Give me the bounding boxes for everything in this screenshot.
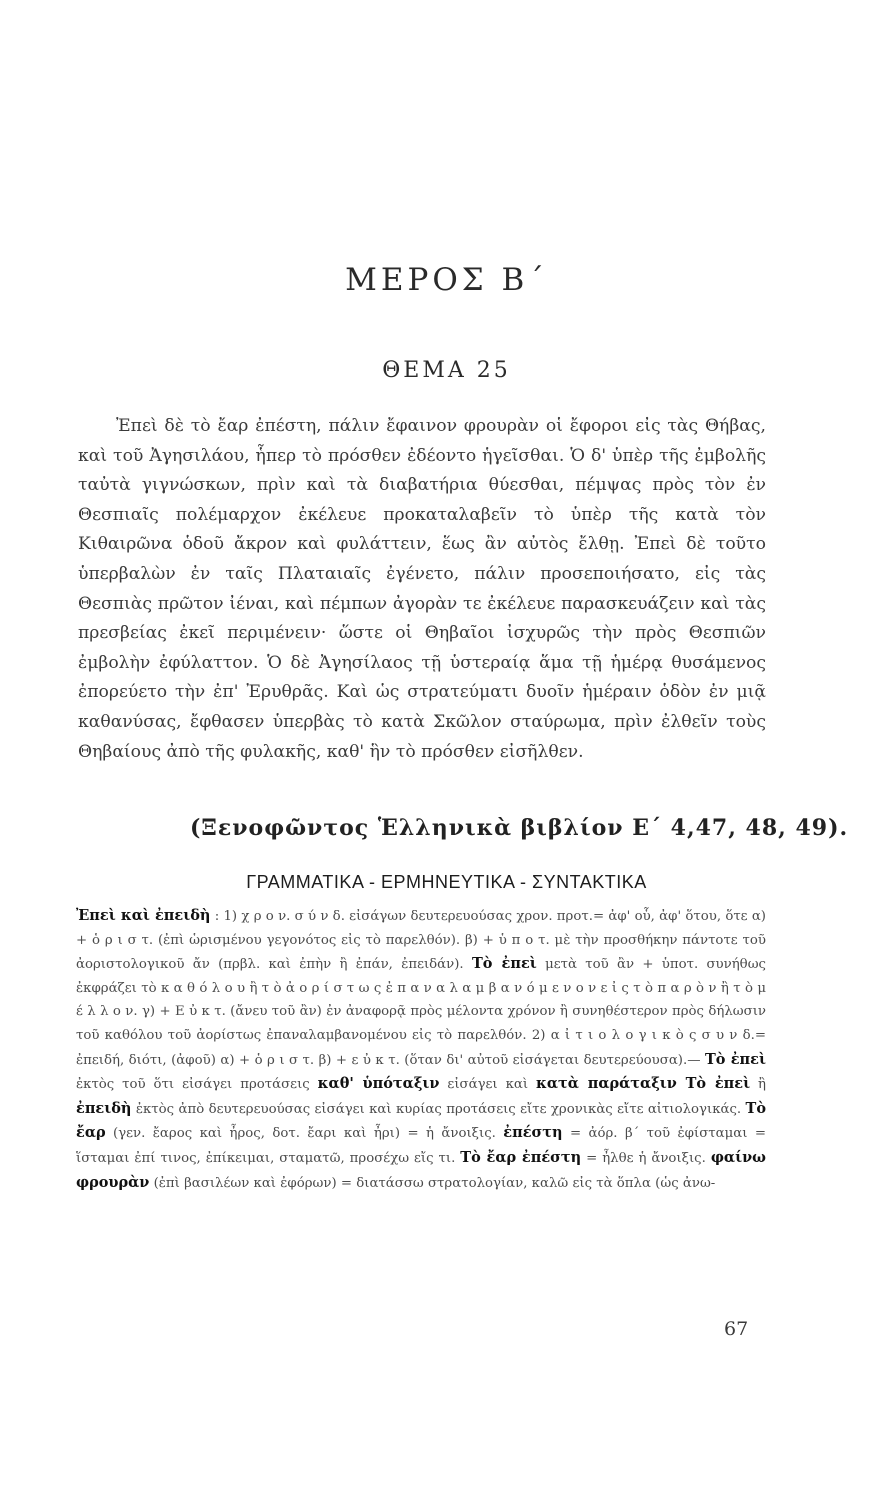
note-text: ἢ — [750, 1077, 766, 1093]
ancient-greek-passage — [78, 412, 766, 767]
note-text: ἐκτὸς ἀπὸ δευτερευούσας εἰσάγει καὶ κυρίας προτάσεις εἴτε χρονικὰς εἴτε αἰτιολογικάς. — [131, 1101, 746, 1117]
note-text: = ἀόρ. β΄ τοῦ ἐφίσταμαι = ἵσταμαι ἐπί τινος, ἐπίκειμαι, σταματῶ, προσέχω εἴς τι. — [76, 1126, 767, 1166]
note-term: ἐπέστη — [503, 1124, 563, 1142]
theme-title: ΘΕΜΑ 25 — [382, 358, 511, 383]
note-text: ἐκτὸς τοῦ ὅτι εἰσάγει προτάσεις — [76, 1077, 318, 1093]
note-text: = ἦλθε ἡ ἄνοιξις. — [581, 1150, 711, 1166]
note-text: εἰσάγει καὶ — [439, 1077, 537, 1093]
passage-paragraph: Ἐπεὶ δὲ τὸ ἔαρ ἐπέστη, πάλιν ἔφαινον φρουρὰν οἱ ἔφοροι εἰς τὰς Θήβας, καὶ τοῦ Ἀγησιλάου, ἧπερ τὸ πρόσθεν ἐδέοντο ἡγεῖσθαι. Ὁ δ' ὑπὲρ τῆς ἐμβολῆς ταὐτὰ γιγνώσκων, πρὶν καὶ τὰ διαβατήρια θύεσθαι, πέμψας πρὸς τὸν ἐν Θεσπιαῖς πολέμαρχον ἐκέλευε προκαταλαβεῖν τὸ ὑπὲρ τῆς κατὰ τὸν Κιθαιρῶνα ὁδοῦ ἄκρον καὶ φυλάττειν, ἕως ἂν αὐτὸς ἔλθῃ. Ἐπεὶ δὲ τοῦτο ὑπερβαλὼν ἐν ταῖς Πλαταιαῖς ἐγένετο, πάλιν προσεποιήσατο, εἰς τὰς Θεσπιὰς πρῶτον ἰέναι, καὶ πέμπων ἀγορὰν τε ἐκέλευε παρασκευάζειν καὶ τὰς πρεσβείας ἐκεῖ περιμένειν· ὥστε οἱ Θηβαῖοι ἰσχυρῶς τὴν πρὸς Θεσπιῶν ἐμβολὴν ἐφύλαττον. Ὁ δὲ Ἀγησίλαος τῇ ὑστεραίᾳ ἅμα τῇ ἡμέρᾳ θυσάμενος ἐπορεύετο τὴν ἐπ' Ἐρυθρᾶς. Καὶ ὡς στρατεύματι δυοῖν ἡμέραιν ὁδὸν ἐν μιᾷ καθανύσας, ἔφθασεν ὑπερβὰς τὸ κατὰ Σκῶλον σταύρωμα, πρὶν ἐλθεῖν τοὺς Θηβαίους ἀπὸ τῆς φυλακῆς, καθ' ἣν τὸ πρόσθεν εἰσῆλθεν. — [78, 416, 766, 762]
page-number: 67 — [724, 1318, 749, 1340]
note-term: ἐπειδὴ — [76, 1099, 132, 1117]
note-term: φαίνω φρουρὰν — [76, 1148, 766, 1191]
note-term: Τὸ ἔαρ — [76, 1099, 766, 1142]
note-term: Τὸ ἐπεὶ — [704, 1050, 766, 1068]
note-text: (γεν. ἔαρος καὶ ἦρος, δοτ. ἔαρι καὶ ἦρι) = ἡ ἄνοιξις. — [105, 1126, 504, 1142]
grammar-notes — [76, 904, 766, 1195]
source-citation: (Ξενοφῶντος Ἑλληνικὰ βιβλίον Ε΄ 4,47, 48, 49). — [190, 815, 849, 841]
section-title: ΓΡΑΜΜΑΤΙΚΑ - ΕΡΜΗΝΕΥΤΙΚΑ - ΣΥΝΤΑΚΤΙΚΑ — [246, 872, 647, 892]
note-text: (ἐπὶ βασιλέων καὶ ἐφόρων) = διατάσσω στρατολογίαν, καλῶ εἰς τὰ ὅπλα (ὡς ἀνω- — [149, 1175, 716, 1191]
note-term: κατὰ παράταξιν Τὸ ἐπεὶ — [536, 1075, 751, 1093]
note-term: καθ' ὑπόταξιν — [317, 1075, 440, 1093]
note-text: : 1) χ ρ ο ν. σ ύ ν δ. εἰσάγων δευτερευούσας χρον. προτ.= ἀφ' οὗ, ἀφ' ὅτου, ὅτε α) + ὁ ρ ι σ τ. (ἐπὶ ὡρισμένου γεγονότος εἰς τὸ παρελθόν). β) + ὑ π ο τ. μὲ τὴν προσθήκην πάντοτε τοῦ ἀοριστολογικοῦ ἄν (πρβλ. καὶ ἐπὴν ἢ ἐπάν, ἐπειδάν). — [76, 909, 766, 973]
part-title: ΜΕΡΟΣ Β΄ — [345, 262, 548, 298]
note-term: Τὸ ἐπεὶ — [471, 955, 537, 973]
note-text: μετὰ τοῦ ἂν + ὑποτ. συνήθως ἐκφράζει τὸ κ α θ ό λ ο υ ἢ τ ὸ ἀ ο ρ ί σ τ ω ς ἐ π α ν α λ α μ β α ν ό μ ε ν ο ν ε ἰ ς τ ὸ π α ρ ὸ ν ἢ τ ὸ μ έ λ λ ο ν. γ) + Ε ὐ κ τ. (ἄνευ τοῦ ἂν) ἐν ἀναφορᾷ πρὸς μέλοντα χρόνον ἢ συνηθέστερον πρὸς δήλωσιν τοῦ καθόλου τοῦ ἀορίστως ἐπαναλαμβανομένου εἰς τὸ παρελθόν. 2) α ἰ τ ι ο λ ο γ ι κ ὸ ς σ υ ν δ.= ἐπειδή, διότι, (ἀφοῦ) α) + ὁ ρ ι σ τ. β) + ε ὐ κ τ. (ὅταν δι' αὐτοῦ εἰσάγεται δευτερεύουσα).— — [76, 957, 766, 1068]
note-term: Ἐπεὶ καὶ ἐπειδὴ — [76, 907, 211, 924]
notes-paragraph — [76, 904, 766, 1195]
note-term: Τὸ ἔαρ ἐπέστη — [460, 1148, 582, 1166]
